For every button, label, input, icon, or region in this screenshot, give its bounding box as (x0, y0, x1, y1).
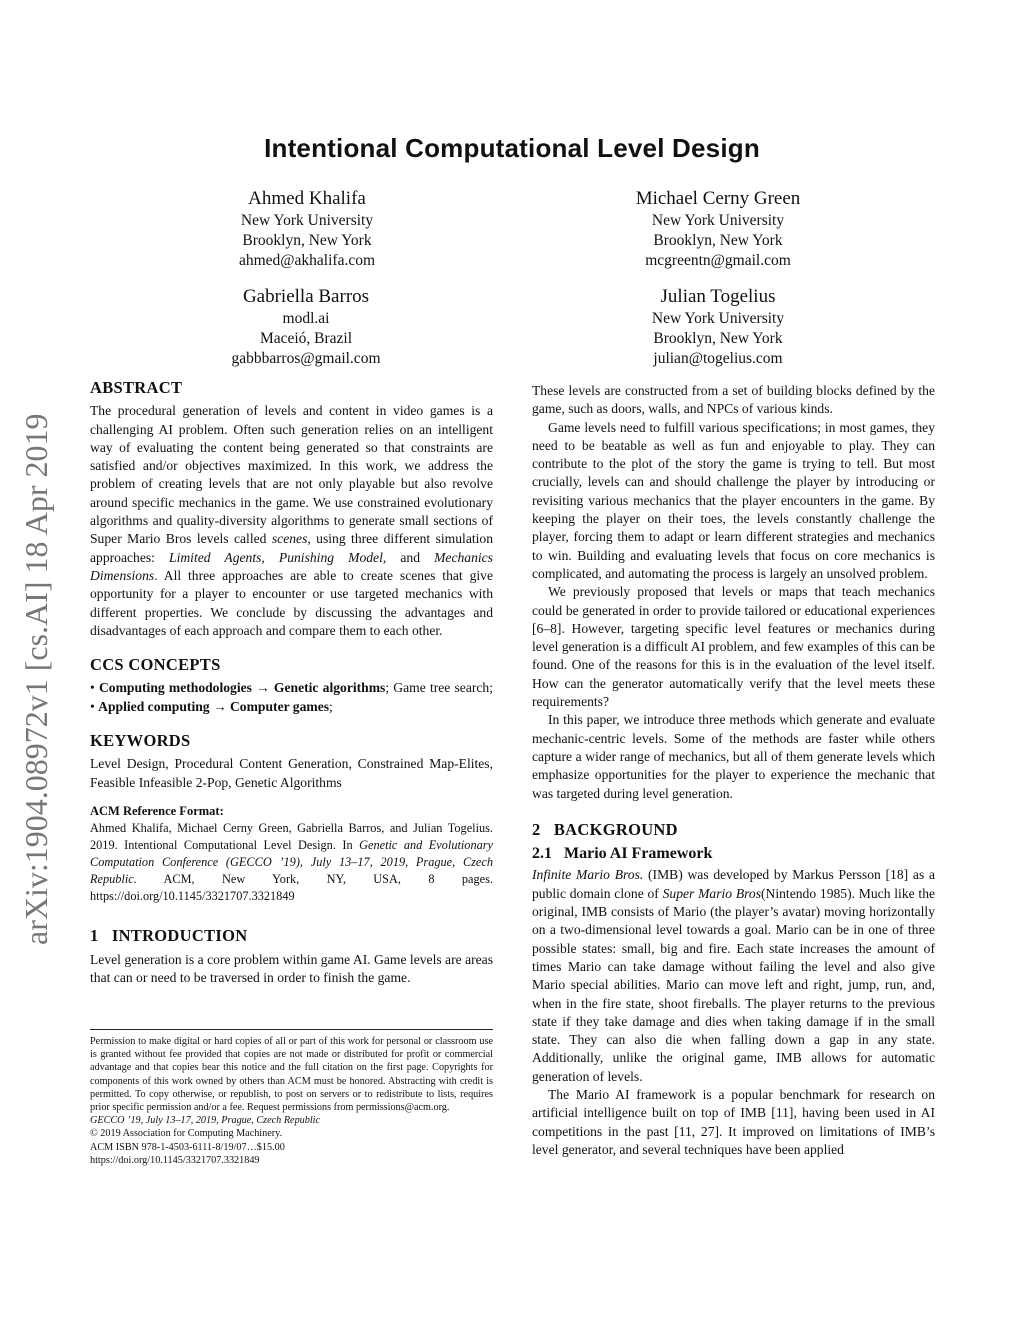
author-block-togelius (568, 285, 868, 369)
author-block-khalifa (157, 187, 457, 271)
keywords-text: Level Design, Procedural Content Generation, Constrained Map-Elites, Feasible Infeasible 2-Pop, Genetic Algorithms (90, 756, 493, 790)
doi-line[interactable]: https://doi.org/10.1145/3321707.3321849 (90, 1154, 260, 1166)
subsection-heading: 2.1 Mario AI Framework (532, 845, 713, 863)
author-block-green (568, 187, 868, 271)
conference-line: GECCO ’19, July 13–17, 2019, Prague, Czech Republic (90, 1115, 321, 1127)
author-name: Ahmed Khalifa (248, 188, 366, 209)
ccs-heading: CCS CONCEPTS (90, 655, 221, 675)
acm-reference-text: Ahmed Khalifa, Michael Cerny Green, Gabriella Barros, and Julian Togelius. 2019. Intentional Computational Level Design. In Genetic and Evolutionary Computation Conference (GECCO ’19), July 13–17, 2019, Prague, Czech Republic. ACM, New York, NY, USA, 8 pages. https://doi.org/10.1145/3321707.3321849 (90, 821, 493, 904)
arxiv-stamp: arXiv:1904.08972v1 [cs.AI] 18 Apr 2019 (18, 413, 54, 945)
paper-title: Intentional Computational Level Design (264, 133, 760, 163)
ccs-concepts: • Computing methodologies → Genetic algorithms; Game tree search; • Applied computing → Computer games; (90, 680, 493, 714)
author-email[interactable]: gabbbarros@gmail.com (231, 350, 381, 367)
author-location: Maceió, Brazil (259, 330, 353, 347)
abstract-text: The procedural generation of levels and content in video games is a challenging AI problem. Often such generation relies on an intelligent way of evaluating the content being generated so that constraints are satisfied and/or objectives maximized. In this work, we address the problem of creating levels that are not only playable but also revolve around specific mechanics in the game. We use constrained evolutionary algorithms and quality-diversity algorithms to generate small sections of Super Mario Bros levels called scenes, using three different simulation approaches: Limited Agents, Punishing Model, and Mechanics Dimensions. All three approaches are able to create scenes that give opportunity for a player to encounter or use targeted mechanics with different properties. We conclude by discussing the advantages and disadvantages of each approach and compare them to each other. (90, 403, 493, 638)
paragraph: Infinite Mario Bros. (IMB) was developed by Markus Persson [18] as a public domain clone of Super Mario Bros(Nintendo 1985). Much like the original, IMB consists of Mario (the player’s avatar) moving horizontally on a two-dimensional level towards a goal. Mario can be in one of three possible states: small, big and fire. Each state increases the amount of times Mario can take damage without failing the level and also give Mario special abilities. Mario can move left and right, jump, run, and, when in the fire state, shoot fireballs. The player returns to the previous state if they take damage and dies when taking damage if in the small state. They can also die when falling down a gap in any state. Additionally, unlike the original game, IMB allows for automatic generation of levels. (532, 867, 936, 1084)
author-email[interactable]: ahmed@akhalifa.com (238, 252, 376, 269)
permission-footnote (90, 1029, 493, 1167)
copyright-line: © 2019 Association for Computing Machinery. (90, 1128, 283, 1140)
isbn-line: ACM ISBN 978-1-4503-6111-8/19/07…$15.00 (90, 1141, 285, 1153)
author-affiliation: New York University (651, 310, 785, 327)
footnote-rule (90, 1029, 493, 1030)
paragraph: We previously proposed that levels or maps that teach mechanics could be generated in order to provide tailored or educational experiences [6–8]. However, targeting specific level features or mechanics during level generation is a difficult AI problem, and few examples of this can be found. One of the reasons for this is in the evaluation of the level itself. How can the generator automatically verify that the level meets these requirements? (532, 584, 935, 710)
author-location: Brooklyn, New York (242, 232, 372, 249)
author-block-barros (156, 285, 456, 369)
paragraph: These levels are constructed from a set of building blocks defined by the game, such as doors, walls, and NPCs of various kinds. (532, 383, 935, 417)
intro-heading: 1 INTRODUCTION (90, 926, 248, 946)
author-location: Brooklyn, New York (653, 232, 783, 249)
abstract-heading: ABSTRACT (90, 378, 183, 397)
author-affiliation: modl.ai (282, 310, 330, 327)
author-affiliation: New York University (651, 212, 785, 229)
author-name: Gabriella Barros (242, 286, 370, 307)
author-email[interactable]: julian@togelius.com (653, 350, 783, 367)
author-name: Michael Cerny Green (635, 188, 801, 209)
right-column (532, 382, 935, 1159)
author-email[interactable]: mcgreentn@gmail.com (645, 252, 791, 269)
background-heading: 2 BACKGROUND (532, 819, 678, 839)
left-column (90, 379, 493, 987)
keywords-heading: KEYWORDS (90, 731, 191, 751)
permission-text: Permission to make digital or hard copies of all or part of this work for personal or classroom use is granted without fee provided that copies are not made or distributed for profit or commercial advantage and that copies bear this notice and the full citation on the first page. Copyrights for components of this work owned by others than ACM must be honored. Abstracting with credit is permitted. To copy otherwise, or republish, to post on servers or to redistribute to lists, requires prior specific permission and/or a fee. Request permissions from permissions@acm.org. (90, 1036, 493, 1114)
intro-text: Level generation is a core problem within game AI. Game levels are areas that can or need to be traversed in order to finish the game. (90, 951, 493, 985)
acm-reference-heading: ACM Reference Format: (90, 803, 224, 818)
paragraph: In this paper, we introduce three methods which generate and evaluate mechanic-centric levels. Some of the methods are faster while others capture a wider range of mechanics, but all of them generate levels which emphasize opportunities for the player to experience the mechanic that was targeted during level generation. (532, 712, 935, 801)
author-affiliation: New York University (240, 212, 374, 229)
paragraph: The Mario AI framework is a popular benchmark for research on artificial intelligence built on top of IMB [11], having been used in AI competitions in the past [11, 27]. It improved on limitations of IMB’s level generator, and several techniques have been applied (532, 1086, 935, 1157)
author-name: Julian Togelius (660, 286, 776, 307)
author-location: Brooklyn, New York (653, 330, 783, 347)
paragraph: Game levels need to fulfill various specifications; in most games, they need to be beatable as well as fun and enjoyable to play. They can contribute to the plot of the story the game is trying to tell. But most crucially, levels can and should challenge the player by introducing or revisiting various mechanics that the player encounters in the game. By keeping the player on their toes, the levels constantly challenge the player, forcing them to adapt or learn different strategies and mechanics to win. Building and evaluating levels that focus on core mechanics is complicated, and automating the process is largely an unsolved problem. (532, 419, 935, 581)
